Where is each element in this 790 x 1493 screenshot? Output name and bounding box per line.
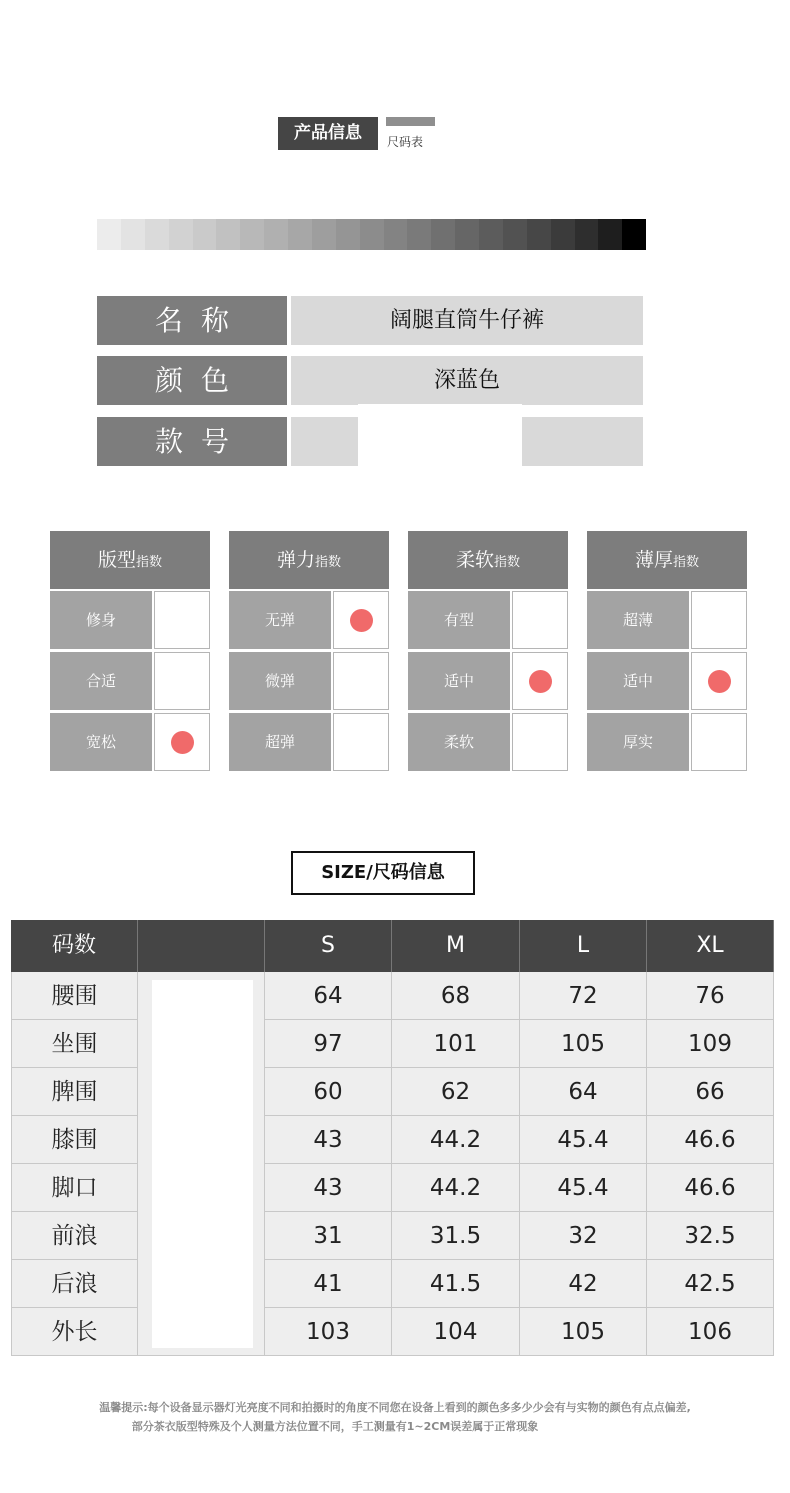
size-value-cell: 44.2 — [392, 1116, 520, 1164]
index-option-box — [691, 591, 747, 649]
index-suffix: 指数 — [673, 555, 700, 570]
index-option-label: 厚实 — [587, 713, 689, 771]
index-suffix: 指数 — [315, 555, 342, 570]
size-row-label: 脾围 — [11, 1068, 138, 1116]
index-option-label: 超弹 — [229, 713, 331, 771]
index-option-label: 微弹 — [229, 652, 331, 710]
size-row-label: 前浪 — [11, 1212, 138, 1260]
info-label-name: 名称 — [97, 296, 287, 345]
gradient-step — [336, 219, 360, 250]
index-option-label: 合适 — [50, 652, 152, 710]
size-value-cell: 109 — [647, 1020, 774, 1068]
selected-dot-icon — [708, 670, 731, 693]
index-option-box — [333, 652, 389, 710]
gradient-step — [360, 219, 384, 250]
note-line-1: 温馨提示:每个设备显示器灯光亮度不同和拍摄时的角度不同您在设备上看到的颜色多多少少会有与实物的颜色有点点偏差, — [99, 1401, 691, 1414]
index-option-box — [691, 652, 747, 710]
index-option-label: 无弹 — [229, 591, 331, 649]
index-table — [229, 531, 389, 771]
note-line-2: 部分茶衣版型特殊及个人测量方法位置不同，手工测量有1~2CM误差属于正常现象 — [131, 1420, 539, 1433]
gradient-step — [455, 219, 479, 250]
size-row-label: 外长 — [11, 1308, 138, 1356]
size-value-cell: 46.6 — [647, 1116, 774, 1164]
gradient-step — [575, 219, 599, 250]
gradient-step — [169, 219, 193, 250]
index-option-label: 柔软 — [408, 713, 510, 771]
size-value-cell: 105 — [520, 1020, 647, 1068]
blank-column — [138, 972, 265, 1356]
gradient-step — [97, 219, 121, 250]
size-value-cell: 42.5 — [647, 1260, 774, 1308]
size-value-cell: 45.4 — [520, 1116, 647, 1164]
gradient-step — [288, 219, 312, 250]
info-value-name: 阔腿直筒牛仔裤 — [291, 296, 643, 345]
index-option-box — [154, 652, 210, 710]
size-value-cell: 66 — [647, 1068, 774, 1116]
size-value-cell: 60 — [265, 1068, 392, 1116]
size-table-header-cell: 码数 — [11, 920, 138, 972]
index-table-header — [229, 531, 389, 589]
size-value-cell: 32 — [520, 1212, 647, 1260]
redaction-block — [152, 980, 253, 1348]
gradient-step — [598, 219, 622, 250]
gradient-step — [431, 219, 455, 250]
gradient-step — [193, 219, 217, 250]
size-value-cell: 76 — [647, 972, 774, 1020]
index-option-box — [691, 713, 747, 771]
index-title: 柔软 — [455, 549, 494, 571]
size-value-cell: 68 — [392, 972, 520, 1020]
index-option-label: 宽松 — [50, 713, 152, 771]
gradient-step — [216, 219, 240, 250]
index-table — [408, 531, 568, 771]
index-option-box — [512, 652, 568, 710]
gradient-step — [479, 219, 503, 250]
gradient-step — [407, 219, 431, 250]
selected-dot-icon — [171, 731, 194, 754]
grayscale-gradient-strip — [97, 219, 646, 250]
size-value-cell: 31.5 — [392, 1212, 520, 1260]
size-value-cell: 41 — [265, 1260, 392, 1308]
size-value-cell: 46.6 — [647, 1164, 774, 1212]
index-option-label: 有型 — [408, 591, 510, 649]
info-label-color: 颜色 — [97, 356, 287, 405]
index-title: 弹力 — [276, 549, 315, 571]
size-value-cell: 45.4 — [520, 1164, 647, 1212]
gradient-step — [121, 219, 145, 250]
gradient-step — [240, 219, 264, 250]
size-value-cell: 62 — [392, 1068, 520, 1116]
size-row-label: 后浪 — [11, 1260, 138, 1308]
index-suffix: 指数 — [494, 555, 521, 570]
warm-tip-note — [0, 1398, 790, 1436]
index-option-box — [512, 591, 568, 649]
gradient-step — [264, 219, 288, 250]
size-row-label: 膝围 — [11, 1116, 138, 1164]
size-value-cell: 72 — [520, 972, 647, 1020]
gradient-step — [622, 219, 646, 250]
size-table-header-cell: L — [520, 920, 647, 972]
gradient-step — [551, 219, 575, 250]
gradient-step — [312, 219, 336, 250]
index-table-header — [408, 531, 568, 589]
size-value-cell: 103 — [265, 1308, 392, 1356]
info-value-color: 深蓝色 — [291, 356, 643, 405]
size-table-header-cell: M — [392, 920, 520, 972]
selected-dot-icon — [529, 670, 552, 693]
size-value-cell: 31 — [265, 1212, 392, 1260]
size-value-cell: 64 — [520, 1068, 647, 1116]
gradient-step — [503, 219, 527, 250]
index-table — [587, 531, 747, 771]
index-table-header — [587, 531, 747, 589]
size-row-label: 脚口 — [11, 1164, 138, 1212]
index-title: 版型 — [97, 549, 136, 571]
gradient-step — [145, 219, 169, 250]
size-info-title: SIZE/尺码信息 — [291, 851, 475, 895]
header-accent-bar — [386, 117, 435, 126]
size-value-cell: 43 — [265, 1116, 392, 1164]
size-table-header-cell — [138, 920, 265, 972]
selected-dot-icon — [350, 609, 373, 632]
index-option-label: 适中 — [587, 652, 689, 710]
size-value-cell: 101 — [392, 1020, 520, 1068]
size-value-cell: 42 — [520, 1260, 647, 1308]
index-option-box — [333, 591, 389, 649]
size-value-cell: 104 — [392, 1308, 520, 1356]
index-option-label: 适中 — [408, 652, 510, 710]
index-option-label: 超薄 — [587, 591, 689, 649]
product-info-title: 产品信息 — [278, 117, 378, 150]
size-table-header-cell: XL — [647, 920, 774, 972]
size-table-header-cell: S — [265, 920, 392, 972]
size-value-cell: 64 — [265, 972, 392, 1020]
gradient-step — [384, 219, 408, 250]
size-value-cell: 41.5 — [392, 1260, 520, 1308]
info-label-style-number: 款号 — [97, 417, 287, 466]
index-option-box — [154, 713, 210, 771]
index-title: 薄厚 — [634, 549, 673, 571]
size-chart-subtitle: 尺码表 — [387, 135, 424, 149]
redaction-block — [358, 404, 522, 498]
index-table-header — [50, 531, 210, 589]
size-row-label: 腰围 — [11, 972, 138, 1020]
index-table — [50, 531, 210, 771]
size-value-cell: 44.2 — [392, 1164, 520, 1212]
index-option-box — [512, 713, 568, 771]
size-row-label: 坐围 — [11, 1020, 138, 1068]
size-value-cell: 97 — [265, 1020, 392, 1068]
size-value-cell: 105 — [520, 1308, 647, 1356]
index-option-box — [154, 591, 210, 649]
index-option-label: 修身 — [50, 591, 152, 649]
index-option-box — [333, 713, 389, 771]
size-value-cell: 106 — [647, 1308, 774, 1356]
gradient-step — [527, 219, 551, 250]
size-value-cell: 32.5 — [647, 1212, 774, 1260]
index-suffix: 指数 — [136, 555, 163, 570]
size-value-cell: 43 — [265, 1164, 392, 1212]
